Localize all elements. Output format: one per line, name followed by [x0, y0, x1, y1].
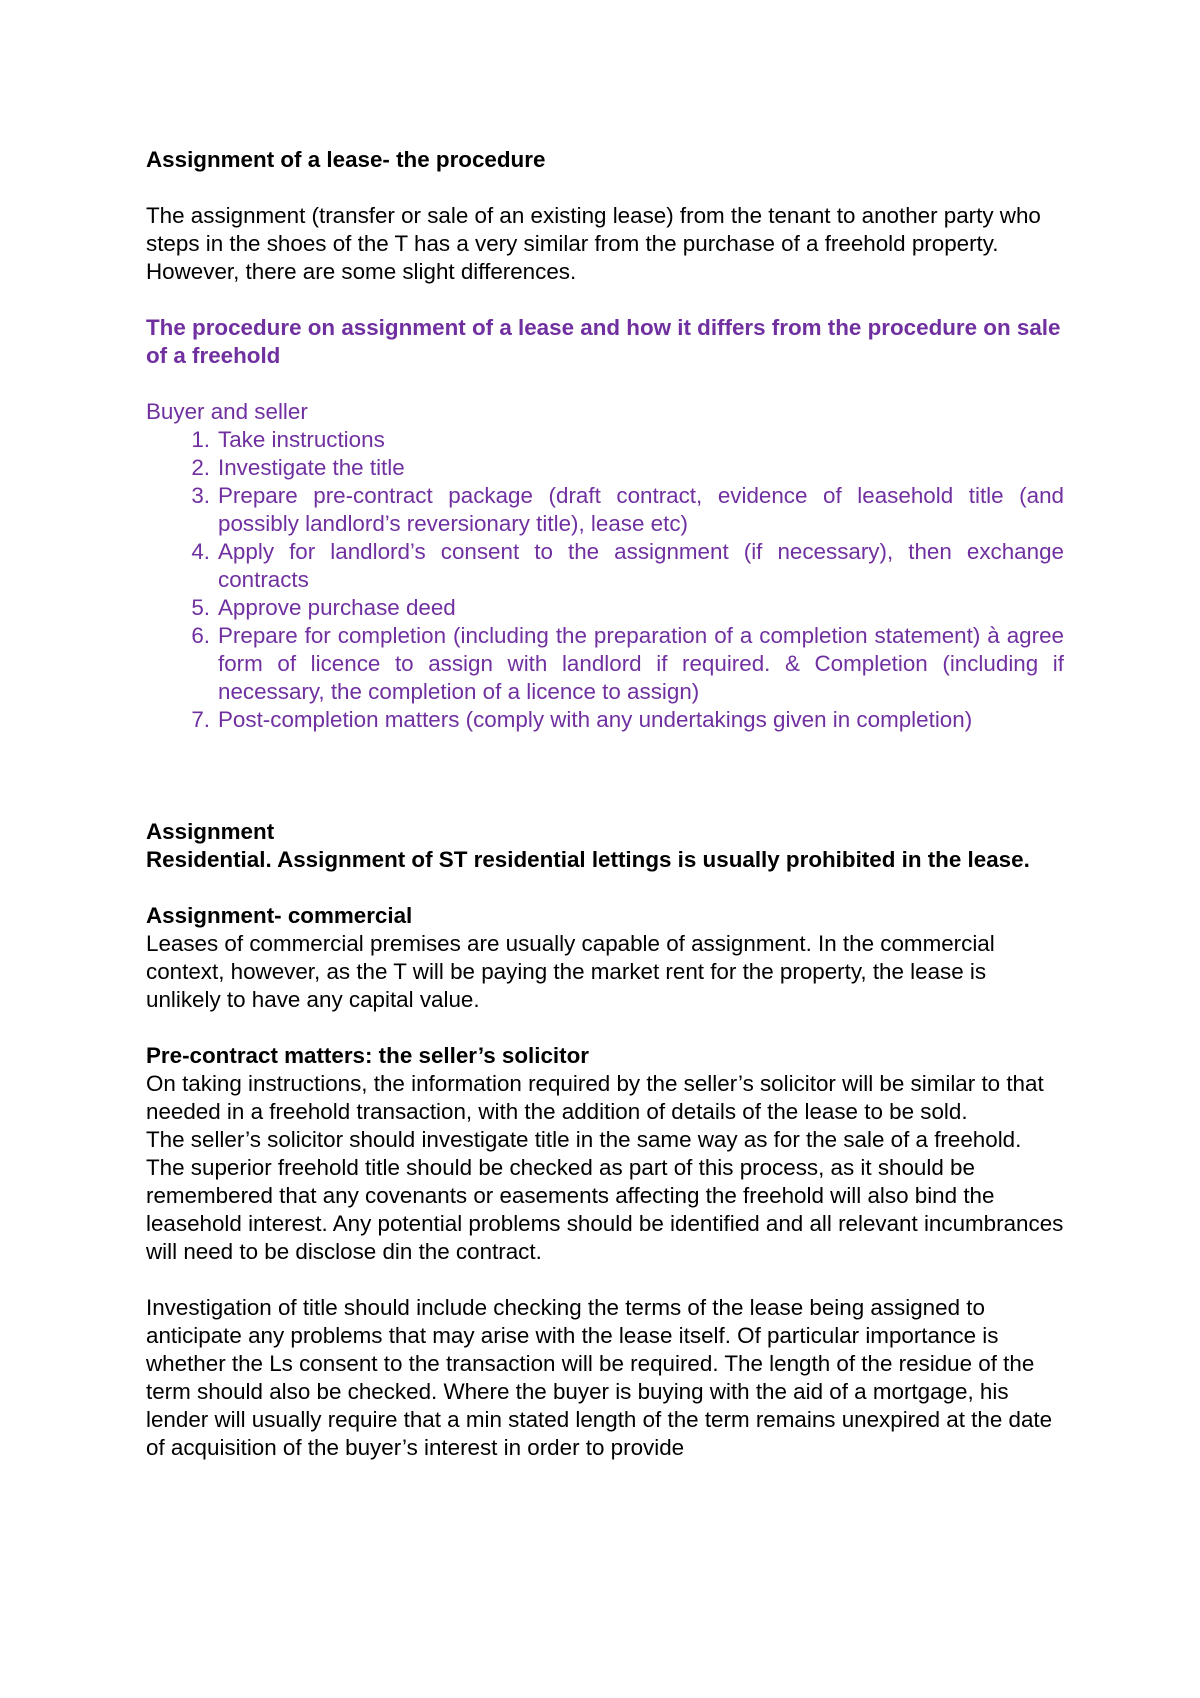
list-item-text: Approve purchase deed: [218, 595, 456, 620]
procedure-steps-list: [146, 426, 1064, 734]
list-item-text: Post-completion matters (comply with any undertakings given in completion): [218, 707, 973, 732]
commercial-paragraph: Leases of commercial premises are usually capable of assignment. In the commercial context, however, as the T will be paying the market rent for the property, the lease is unlikely to have any capital value.: [146, 931, 995, 1012]
list-item: [146, 622, 1064, 706]
procedure-heading: The procedure on assignment of a lease and how it differs from the procedure on sale of a freehold: [146, 315, 1061, 368]
procedure-subheading: Buyer and seller: [146, 399, 308, 424]
list-item: [146, 594, 1064, 622]
list-number: 4.: [191, 539, 210, 564]
list-number: 2.: [191, 455, 210, 480]
list-number: 5.: [191, 595, 210, 620]
commercial-heading: Assignment- commercial: [146, 903, 413, 928]
list-item-text: Apply for landlord’s consent to the assignment (if necessary), then exchange contracts: [218, 539, 1064, 592]
precontract-paragraph-1: On taking instructions, the information required by the seller’s solicitor will be similar to that needed in a freehold transaction, with the addition of details of the lease to be sold.: [146, 1071, 1044, 1124]
list-number: 7.: [191, 707, 210, 732]
document-title: Assignment of a lease- the procedure: [146, 147, 546, 172]
list-item-text: Prepare for completion (including the preparation of a completion statement) à agree form of licence to assign with landlord if required. & Completion (including if necessary, the completion of a licence to assign): [218, 623, 1064, 704]
list-item: [146, 482, 1064, 538]
list-number: 1.: [191, 427, 210, 452]
precontract-paragraph-3: Investigation of title should include checking the terms of the lease being assigned to anticipate any problems that may arise with the lease itself. Of particular importance is whether the Ls consent to the transaction will be required. The length of the residue of the term should also be checked. Where the buyer is buying with the aid of a mortgage, his lender will usually require that a min stated length of the term remains unexpired at the date of acquisition of the buyer’s interest in order to provide: [146, 1295, 1053, 1460]
precontract-paragraph-2: The seller’s solicitor should investigate title in the same way as for the sale of a freehold. The superior freehold title should be checked as part of this process, as it should be remembered that any covenants or easements affecting the freehold will also bind the leasehold interest. Any potential problems should be identified and all relevant incumbrances will need to be disclose din the contract.: [146, 1127, 1064, 1264]
residential-paragraph: Residential. Assignment of ST residential lettings is usually prohibited in the lease.: [146, 847, 1030, 872]
list-number: 6.: [191, 623, 210, 648]
list-item: [146, 454, 1064, 482]
document-page: [146, 146, 1064, 1462]
list-item: [146, 538, 1064, 594]
list-item: [146, 426, 1064, 454]
intro-paragraph: The assignment (transfer or sale of an existing lease) from the tenant to another party who steps in the shoes of the T has a very similar from the purchase of a freehold property. However, there are some slight differences.: [146, 203, 1041, 284]
list-item: [146, 706, 1064, 734]
list-number: 3.: [191, 483, 210, 508]
assignment-heading: Assignment: [146, 819, 275, 844]
list-item-text: Investigate the title: [218, 455, 405, 480]
list-item-text: Prepare pre-contract package (draft contract, evidence of leasehold title (and possibly landlord’s reversionary title), lease etc): [218, 483, 1064, 536]
precontract-heading: Pre-contract matters: the seller’s solicitor: [146, 1043, 589, 1068]
list-item-text: Take instructions: [218, 427, 385, 452]
